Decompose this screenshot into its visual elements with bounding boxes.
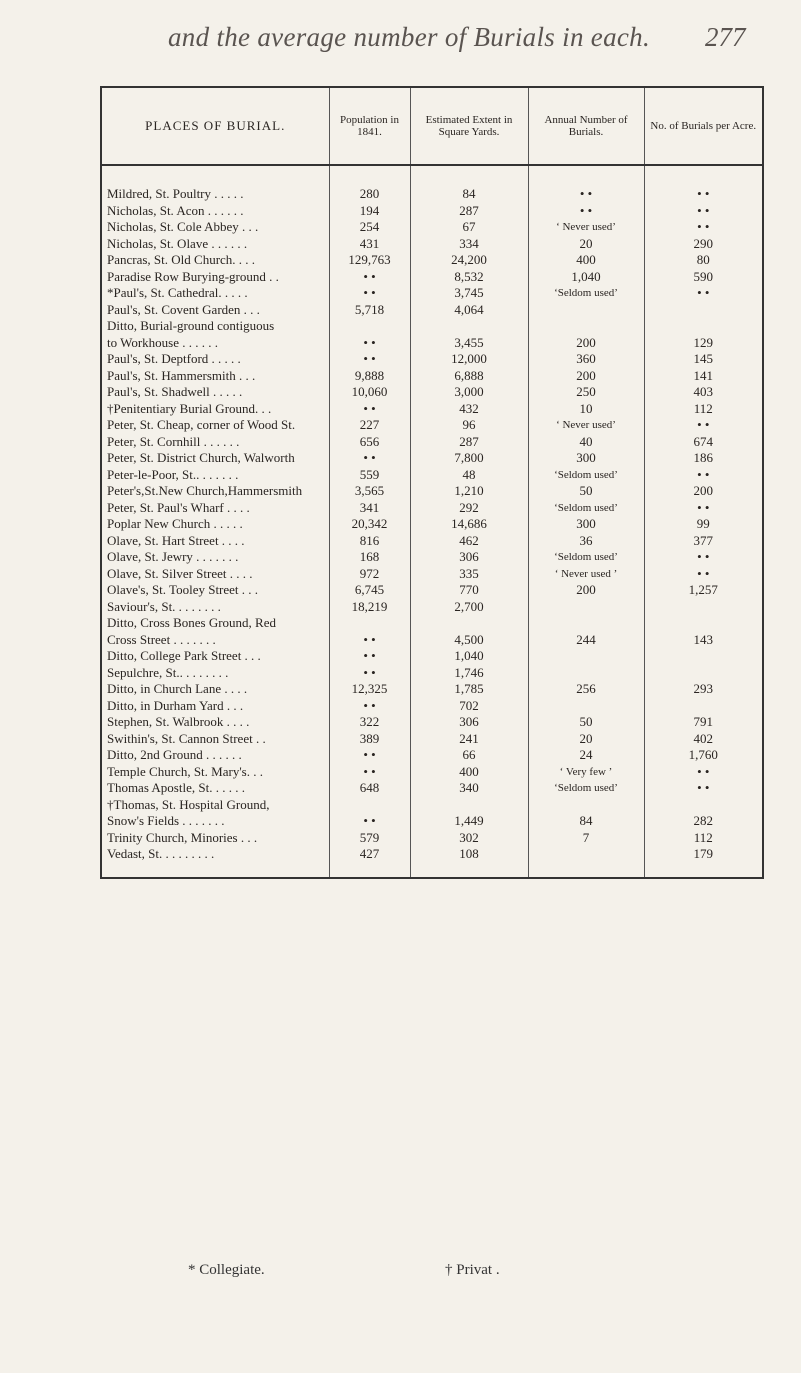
- cell-population: • •: [329, 813, 410, 830]
- cell-population: 579: [329, 830, 410, 847]
- cell-annual: 20: [528, 731, 644, 748]
- cell-annual: ‘ Never used’: [528, 219, 644, 236]
- cell-per-acre: 791: [693, 714, 713, 730]
- cell-annual: [528, 615, 644, 632]
- footnote-collegiate: * Collegiate.: [188, 1262, 265, 1278]
- footnote-private: † Privat .: [445, 1262, 500, 1278]
- cell-extent: 3,745: [410, 285, 528, 302]
- cell-population: 972: [329, 566, 410, 583]
- cell-annual: [528, 648, 644, 665]
- cell-extent: 241: [410, 731, 528, 748]
- table-row: [101, 846, 763, 878]
- cell-extent: 7,800: [410, 450, 528, 467]
- table-row: [101, 797, 763, 814]
- table-row: [101, 780, 763, 797]
- cell-per-acre: 293: [693, 681, 713, 697]
- cell-annual: 50: [528, 714, 644, 731]
- cell-annual: ‘ Never used’: [528, 417, 644, 434]
- cell-extent: 6,888: [410, 368, 528, 385]
- cell-extent: 340: [410, 780, 528, 797]
- cell-population: • •: [329, 335, 410, 352]
- cell-place: Cross Street . . . . . . .: [101, 632, 329, 649]
- cell-annual: [528, 846, 644, 878]
- cell-place: †Penitentiary Burial Ground. . .: [101, 401, 329, 418]
- cell-place: Olave, St. Silver Street . . . .: [101, 566, 329, 583]
- cell-per-acre: 141: [693, 367, 713, 383]
- cell-extent: 67: [410, 219, 528, 236]
- cell-annual: ‘ Never used ’: [528, 566, 644, 583]
- cell-extent: 462: [410, 533, 528, 550]
- cell-extent: 292: [410, 500, 528, 517]
- cell-place: Peter's,St.New Church,Hammersmith: [101, 483, 329, 500]
- table-body: [101, 165, 763, 878]
- table-row: [101, 615, 763, 632]
- cell-extent: 1,040: [410, 648, 528, 665]
- table-row: [101, 516, 763, 533]
- cell-population: • •: [329, 764, 410, 781]
- cell-population: 194: [329, 203, 410, 220]
- table-row: [101, 533, 763, 550]
- cell-annual: ‘Seldom used’: [528, 549, 644, 566]
- cell-place: Stephen, St. Walbrook . . . .: [101, 714, 329, 731]
- table-row: [101, 764, 763, 781]
- table-row: [101, 417, 763, 434]
- cell-place: Ditto, Burial-ground contiguous: [101, 318, 329, 335]
- cell-place: Poplar New Church . . . . .: [101, 516, 329, 533]
- header-population: Population in 1841.: [329, 87, 410, 165]
- cell-population: • •: [329, 747, 410, 764]
- table-row: [101, 252, 763, 269]
- cell-annual: 1,040: [528, 269, 644, 286]
- cell-per-acre: [644, 698, 763, 715]
- cell-population: 389: [329, 731, 410, 748]
- cell-annual: 20: [528, 236, 644, 253]
- cell-extent: 302: [410, 830, 528, 847]
- cell-extent: 335: [410, 566, 528, 583]
- cell-population: 5,718: [329, 302, 410, 319]
- cell-extent: 2,700: [410, 599, 528, 616]
- cell-population: 341: [329, 500, 410, 517]
- table-row: [101, 483, 763, 500]
- cell-place: Ditto, in Church Lane . . . .: [101, 681, 329, 698]
- table-row: [101, 318, 763, 335]
- header-row: [101, 87, 763, 165]
- cell-place: Sepulchre, St.. . . . . . . .: [101, 665, 329, 682]
- header-extent: Estimated Extent in Square Yards.: [410, 87, 528, 165]
- cell-annual: 200: [528, 582, 644, 599]
- cell-annual: 244: [528, 632, 644, 649]
- cell-per-acre: 99: [696, 516, 710, 532]
- cell-per-acre: 112: [693, 829, 713, 845]
- cell-annual: ‘Seldom used’: [528, 285, 644, 302]
- cell-annual: 10: [528, 401, 644, 418]
- cell-population: 3,565: [329, 483, 410, 500]
- cell-per-acre: 674: [693, 433, 713, 449]
- cell-extent: 84: [410, 165, 528, 203]
- cell-annual: 360: [528, 351, 644, 368]
- cell-per-acre: • •: [697, 202, 710, 218]
- table-row: [101, 236, 763, 253]
- cell-extent: 400: [410, 764, 528, 781]
- cell-extent: 14,686: [410, 516, 528, 533]
- cell-extent: 4,064: [410, 302, 528, 319]
- table-row: [101, 285, 763, 302]
- cell-per-acre: • •: [697, 763, 710, 779]
- cell-per-acre: [644, 599, 763, 616]
- cell-per-acre: • •: [697, 549, 710, 565]
- cell-per-acre: 1,257: [688, 582, 718, 598]
- cell-per-acre: 282: [693, 813, 713, 829]
- cell-per-acre: 145: [693, 351, 713, 367]
- table-row: [101, 165, 763, 203]
- cell-per-acre: [644, 615, 763, 632]
- cell-place: Nicholas, St. Olave . . . . . .: [101, 236, 329, 253]
- cell-per-acre: • •: [697, 285, 710, 301]
- cell-population: [329, 615, 410, 632]
- table-row: [101, 648, 763, 665]
- cell-place: Swithin's, St. Cannon Street . .: [101, 731, 329, 748]
- cell-population: [329, 318, 410, 335]
- cell-per-acre: 590: [693, 268, 713, 284]
- cell-extent: 432: [410, 401, 528, 418]
- table-row: [101, 731, 763, 748]
- cell-extent: 48: [410, 467, 528, 484]
- cell-place: Paul's, St. Covent Garden . . .: [101, 302, 329, 319]
- cell-annual: 40: [528, 434, 644, 451]
- table-row: [101, 714, 763, 731]
- table-row: [101, 434, 763, 451]
- cell-per-acre: 377: [693, 532, 713, 548]
- cell-per-acre: [644, 302, 763, 319]
- table-row: [101, 813, 763, 830]
- cell-annual: [528, 599, 644, 616]
- cell-place: Ditto, College Park Street . . .: [101, 648, 329, 665]
- cell-per-acre: [644, 318, 763, 335]
- cell-place: to Workhouse . . . . . .: [101, 335, 329, 352]
- cell-extent: 306: [410, 714, 528, 731]
- cell-extent: 3,455: [410, 335, 528, 352]
- cell-population: 227: [329, 417, 410, 434]
- table-row: [101, 566, 763, 583]
- cell-extent: 287: [410, 434, 528, 451]
- cell-population: 20,342: [329, 516, 410, 533]
- table-row: [101, 599, 763, 616]
- cell-place: Thomas Apostle, St. . . . . .: [101, 780, 329, 797]
- cell-place: Peter, St. Cornhill . . . . . .: [101, 434, 329, 451]
- cell-per-acre: 403: [693, 384, 713, 400]
- cell-place: Paul's, St. Shadwell . . . . .: [101, 384, 329, 401]
- cell-annual: 300: [528, 516, 644, 533]
- table-row: [101, 549, 763, 566]
- cell-extent: 66: [410, 747, 528, 764]
- cell-extent: [410, 615, 528, 632]
- cell-place: Olave, St. Jewry . . . . . . .: [101, 549, 329, 566]
- cell-annual: [528, 665, 644, 682]
- cell-extent: [410, 797, 528, 814]
- table-row: [101, 500, 763, 517]
- cell-annual: [528, 797, 644, 814]
- cell-per-acre: • •: [697, 219, 710, 235]
- cell-place: Pancras, St. Old Church. . . .: [101, 252, 329, 269]
- cell-annual: ‘Seldom used’: [528, 780, 644, 797]
- cell-annual: 200: [528, 335, 644, 352]
- table-row: [101, 582, 763, 599]
- cell-annual: ‘Seldom used’: [528, 500, 644, 517]
- table-row: [101, 747, 763, 764]
- cell-per-acre: 80: [696, 252, 710, 268]
- header-place: PLACES OF BURIAL.: [101, 87, 329, 165]
- table-row: [101, 401, 763, 418]
- cell-population: 10,060: [329, 384, 410, 401]
- cell-per-acre: [644, 648, 763, 665]
- cell-per-acre: 129: [693, 334, 713, 350]
- cell-annual: [528, 318, 644, 335]
- cell-extent: [410, 318, 528, 335]
- cell-place: Ditto, Cross Bones Ground, Red: [101, 615, 329, 632]
- page-number: 277: [705, 22, 746, 52]
- table-row: [101, 335, 763, 352]
- cell-per-acre: 200: [693, 483, 713, 499]
- cell-population: 6,745: [329, 582, 410, 599]
- running-head-title: and the average number of Burials in each.: [168, 22, 651, 52]
- cell-per-acre: [644, 797, 763, 814]
- cell-extent: 287: [410, 203, 528, 220]
- cell-population: 431: [329, 236, 410, 253]
- cell-population: • •: [329, 401, 410, 418]
- cell-place: Paradise Row Burying-ground . .: [101, 269, 329, 286]
- cell-population: • •: [329, 648, 410, 665]
- cell-place: Nicholas, St. Cole Abbey . . .: [101, 219, 329, 236]
- table-row: [101, 302, 763, 319]
- cell-extent: 1,210: [410, 483, 528, 500]
- cell-population: 12,325: [329, 681, 410, 698]
- cell-place: Mildred, St. Poultry . . . . .: [101, 165, 329, 203]
- cell-population: • •: [329, 698, 410, 715]
- cell-per-acre: • •: [697, 417, 710, 433]
- header-per-acre: No. of Burials per Acre.: [644, 87, 763, 165]
- cell-place: Peter, St. District Church, Walworth: [101, 450, 329, 467]
- cell-place: Peter-le-Poor, St.. . . . . . .: [101, 467, 329, 484]
- cell-place: Paul's, St. Hammersmith . . .: [101, 368, 329, 385]
- table-row: [101, 351, 763, 368]
- cell-annual: 36: [528, 533, 644, 550]
- cell-annual: 200: [528, 368, 644, 385]
- table-row: [101, 681, 763, 698]
- cell-annual: [528, 698, 644, 715]
- cell-extent: 24,200: [410, 252, 528, 269]
- table-row: [101, 203, 763, 220]
- cell-place: Peter, St. Paul's Wharf . . . .: [101, 500, 329, 517]
- cell-annual: ‘ Very few ’: [528, 764, 644, 781]
- cell-extent: 1,785: [410, 681, 528, 698]
- table-row: [101, 698, 763, 715]
- cell-place: Snow's Fields . . . . . . .: [101, 813, 329, 830]
- cell-place: *Paul's, St. Cathedral. . . . .: [101, 285, 329, 302]
- table-row: [101, 368, 763, 385]
- cell-population: 816: [329, 533, 410, 550]
- cell-population: • •: [329, 632, 410, 649]
- cell-extent: 12,000: [410, 351, 528, 368]
- cell-per-acre: • •: [697, 186, 710, 202]
- table-row: [101, 450, 763, 467]
- cell-annual: 7: [528, 830, 644, 847]
- cell-per-acre: • •: [697, 499, 710, 515]
- running-head: [0, 16, 801, 56]
- cell-per-acre: [644, 665, 763, 682]
- header-annual: Annual Number of Burials.: [528, 87, 644, 165]
- cell-extent: 108: [410, 846, 528, 878]
- burials-table: [100, 86, 764, 879]
- cell-population: 648: [329, 780, 410, 797]
- cell-extent: 1,449: [410, 813, 528, 830]
- cell-place: Saviour's, St. . . . . . . .: [101, 599, 329, 616]
- cell-place: Olave's, St. Tooley Street . . .: [101, 582, 329, 599]
- cell-per-acre: 186: [693, 450, 713, 466]
- cell-per-acre: • •: [697, 466, 710, 482]
- cell-place: Trinity Church, Minories . . .: [101, 830, 329, 847]
- cell-per-acre: 402: [693, 730, 713, 746]
- cell-extent: 3,000: [410, 384, 528, 401]
- cell-per-acre: • •: [697, 565, 710, 581]
- cell-place: Ditto, in Durham Yard . . .: [101, 698, 329, 715]
- cell-extent: 334: [410, 236, 528, 253]
- cell-place: Temple Church, St. Mary's. . .: [101, 764, 329, 781]
- cell-place: Paul's, St. Deptford . . . . .: [101, 351, 329, 368]
- cell-population: • •: [329, 269, 410, 286]
- cell-extent: 96: [410, 417, 528, 434]
- cell-population: • •: [329, 351, 410, 368]
- table-row: [101, 384, 763, 401]
- cell-annual: 50: [528, 483, 644, 500]
- cell-place: Olave, St. Hart Street . . . .: [101, 533, 329, 550]
- cell-extent: 1,746: [410, 665, 528, 682]
- table-row: [101, 665, 763, 682]
- table-row: [101, 467, 763, 484]
- cell-annual: 250: [528, 384, 644, 401]
- cell-population: 18,219: [329, 599, 410, 616]
- cell-annual: • •: [528, 203, 644, 220]
- cell-annual: 256: [528, 681, 644, 698]
- cell-population: 559: [329, 467, 410, 484]
- cell-per-acre: • •: [697, 780, 710, 796]
- cell-population: 129,763: [329, 252, 410, 269]
- cell-annual: 400: [528, 252, 644, 269]
- cell-extent: 770: [410, 582, 528, 599]
- cell-population: 9,888: [329, 368, 410, 385]
- cell-per-acre: 290: [693, 235, 713, 251]
- cell-population: 427: [329, 846, 410, 878]
- cell-annual: 24: [528, 747, 644, 764]
- cell-population: [329, 797, 410, 814]
- table-row: [101, 830, 763, 847]
- cell-population: 322: [329, 714, 410, 731]
- cell-population: 254: [329, 219, 410, 236]
- cell-population: 280: [329, 165, 410, 203]
- cell-per-acre: 112: [693, 400, 713, 416]
- cell-per-acre: 179: [693, 846, 713, 862]
- cell-extent: 306: [410, 549, 528, 566]
- cell-place: Vedast, St. . . . . . . . .: [101, 846, 329, 878]
- cell-per-acre: 1,760: [688, 747, 718, 763]
- cell-annual: 300: [528, 450, 644, 467]
- cell-population: • •: [329, 285, 410, 302]
- footnotes: [0, 1262, 801, 1284]
- table-row: [101, 269, 763, 286]
- cell-population: 168: [329, 549, 410, 566]
- cell-per-acre: 143: [693, 631, 713, 647]
- cell-extent: 702: [410, 698, 528, 715]
- cell-place: Ditto, 2nd Ground . . . . . .: [101, 747, 329, 764]
- table-row: [101, 219, 763, 236]
- cell-annual: [528, 302, 644, 319]
- cell-population: • •: [329, 450, 410, 467]
- cell-place: Nicholas, St. Acon . . . . . .: [101, 203, 329, 220]
- cell-extent: 4,500: [410, 632, 528, 649]
- cell-population: • •: [329, 665, 410, 682]
- cell-annual: • •: [528, 165, 644, 203]
- cell-annual: ‘Seldom used’: [528, 467, 644, 484]
- cell-annual: 84: [528, 813, 644, 830]
- cell-place: †Thomas, St. Hospital Ground,: [101, 797, 329, 814]
- cell-place: Peter, St. Cheap, corner of Wood St.: [101, 417, 329, 434]
- table-row: [101, 632, 763, 649]
- cell-population: 656: [329, 434, 410, 451]
- cell-extent: 8,532: [410, 269, 528, 286]
